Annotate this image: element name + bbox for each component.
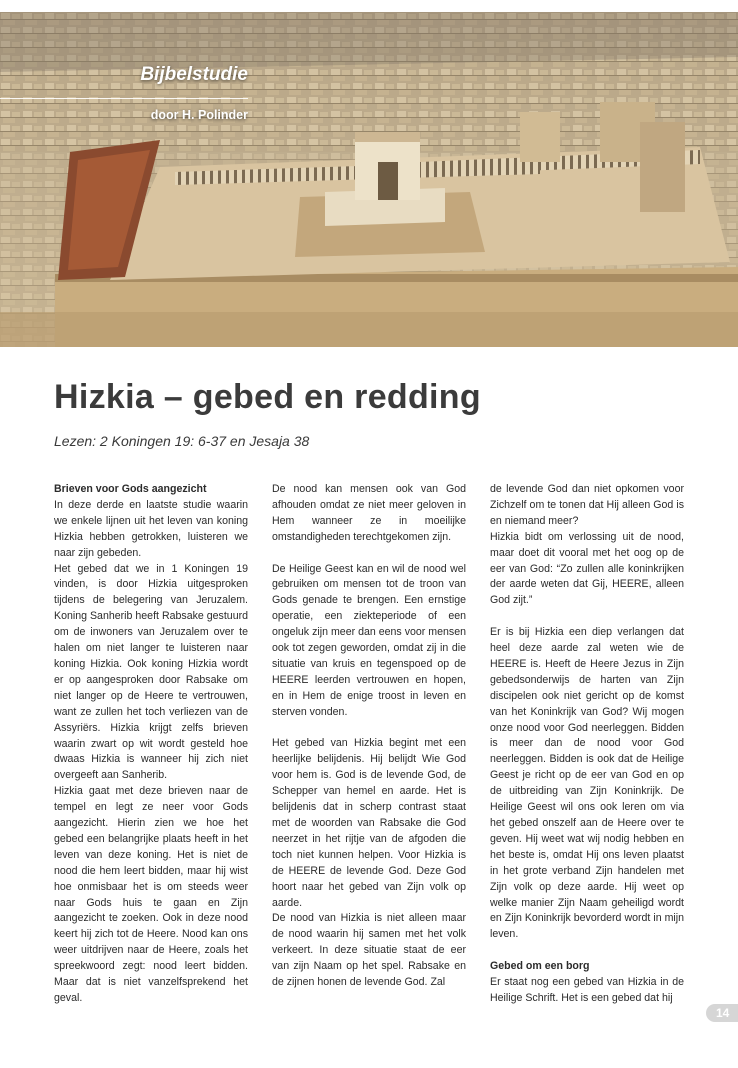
reading-reference: Lezen: 2 Koningen 19: 6-37 en Jesaja 38 [54,433,310,449]
text-column-2 [272,482,466,991]
paragraph: Er is bij Hizkia een diep verlangen dat heel deze aarde zal weten wie de HEERE is. Heeft de Heere Jezus in Zijn gebedsonderwijs de harten van Zijn discipelen ook niet gericht op de komst van het Koninkrijk van God? Wij mogen onze nood voor God neerleggen. Bidden is meer dan de nood voor God neerleggen. Bidden is ook dat de Heilige Geest je richt op de eer van God en op de uitbreiding van Zijn Koninkrijk. De Heilige Geest wil ons ook leren om via het gebed onszelf aan de Heere over te geven. Hij weet wat wij nodig hebben en het beste is, omdat Hij ons leven plaatst in het grote verband Zijn handelen met Zijn volk op deze aarde. Hij weet op welke manier Zijn Naam geheiligd wordt en Zijn Koninkrijk bevorderd wordt in mijn leven. [490,626,684,941]
series-divider [0,98,248,99]
paragraph: Er staat nog een gebed van Hizkia in de Heilige Schrift. Het is een gebed dat hij [490,976,684,1004]
paragraph: De Heilige Geest kan en wil de nood wel gebruiken om mensen tot de troon van Gods genade te brengen. Een ernstige operatie, een ziekteperiode of een ongeluk zijn meer dan eens voor mensen ook tot zegen geworden, omdat zij in die situatie van kruis en tegenspoed op de HEERE leerden vertrouwen en hopen, en in Hem de enige troost in leven en sterven vonden. [272,562,466,718]
section-heading: Gebed om een borg [490,960,590,973]
paragraph: De nood van Hizkia is niet alleen maar de nood waarin hij samen met het volk verkeert. In deze situatie staat de eer van zijn Naam op het spel. Rabsake en de zijnen honen de levende God. Zal [272,912,466,989]
paragraph: De nood kan mensen ook van God afhouden omdat ze niet meer geloven in Hem wanneer ze in moeilijke omstandigheden terechtgekomen zijn. [272,483,466,543]
section-heading: Brieven voor Gods aangezicht [54,483,207,495]
paragraph: In deze derde en laatste studie waarin we enkele lijnen uit het leven van koning Hizkia hebben getrokken, luisteren we naar zijn gebeden. [54,498,248,559]
page-number: 14 [706,1004,738,1022]
text-column-1 [54,482,248,1007]
author-label: door H. Polinder [150,108,248,122]
paragraph-spacer [490,609,684,625]
paragraph: de levende God dan niet opkomen voor Zichzelf om te tonen dat Hij alleen God is en niemand meer? [490,483,684,527]
paragraph-spacer [272,721,466,737]
text-column-3 [490,482,684,1007]
paragraph-spacer [490,943,684,959]
paragraph: Het gebed dat we in 1 Koningen 19 vinden, is door Hizkia uitgesproken tijdens de belegering van Jeruzalem. Koning Sanherib heeft Rabsake gestuurd om de inwoners van Jeruzalem over te halen om niet langer te luisteren naar koning Hizkia. Ook koning Hizkia wordt er op aangesproken door Rabsake om niet langer op de Heere te vertrouwen, want ze zullen het toch verliezen van de Assyriërs. Hizkia krijgt zelfs brieven waarin zwart op wit wordt gesteld hoe dwaas Hizkia is wanneer hij zich niet overgeeft aan Sanherib. [54,562,248,782]
series-label: Bijbelstudie [140,64,248,85]
paragraph: Hizkia gaat met deze brieven naar de tempel en legt ze neer voor Gods aangezicht. Hierin zien we hoe het gebed een belangrijke plaats heeft in het leven van deze koning. Het is niet de nood die hem leert bidden, maar hij wist hoe onmisbaar het is om steeds weer naar Gods huis te gaan en Zijn aangezicht te zoeken. Ook in deze nood keert hij zich tot de Heere. Nood kan ons weer uitdrijven naar de Heere, zoals het spreekwoord zegt: nood leert bidden. Maar dat is niet vanzelfsprekend het geval. [54,785,248,1004]
paragraph: Hizkia bidt om verlossing uit de nood, maar doet dit vooral met het oog op de eer van God: “Zo zullen alle koninkrijken der aarde weten dat Gij, HEERE, alleen God zijt.” [490,530,684,607]
hero-image [0,12,738,347]
temple-model-photo-icon [0,12,738,347]
article-title: Hizkia – gebed en redding [54,378,481,416]
paragraph: Het gebed van Hizkia begint met een heerlijke belijdenis. Hij belijdt Wie God voor hem is. God is de levende God, de Schepper van hemel en aarde. Het is belijdenis dat in scherp contrast staat met de woorden van Rabsake die God neerzet in het rijtje van de afgoden die toch niet kunnen helpen. Voor Hizkia is de HEERE de levende God. Deze God hoort naar het gebed van Zijn volk op aarde. [272,737,466,909]
paragraph-spacer [272,546,466,562]
